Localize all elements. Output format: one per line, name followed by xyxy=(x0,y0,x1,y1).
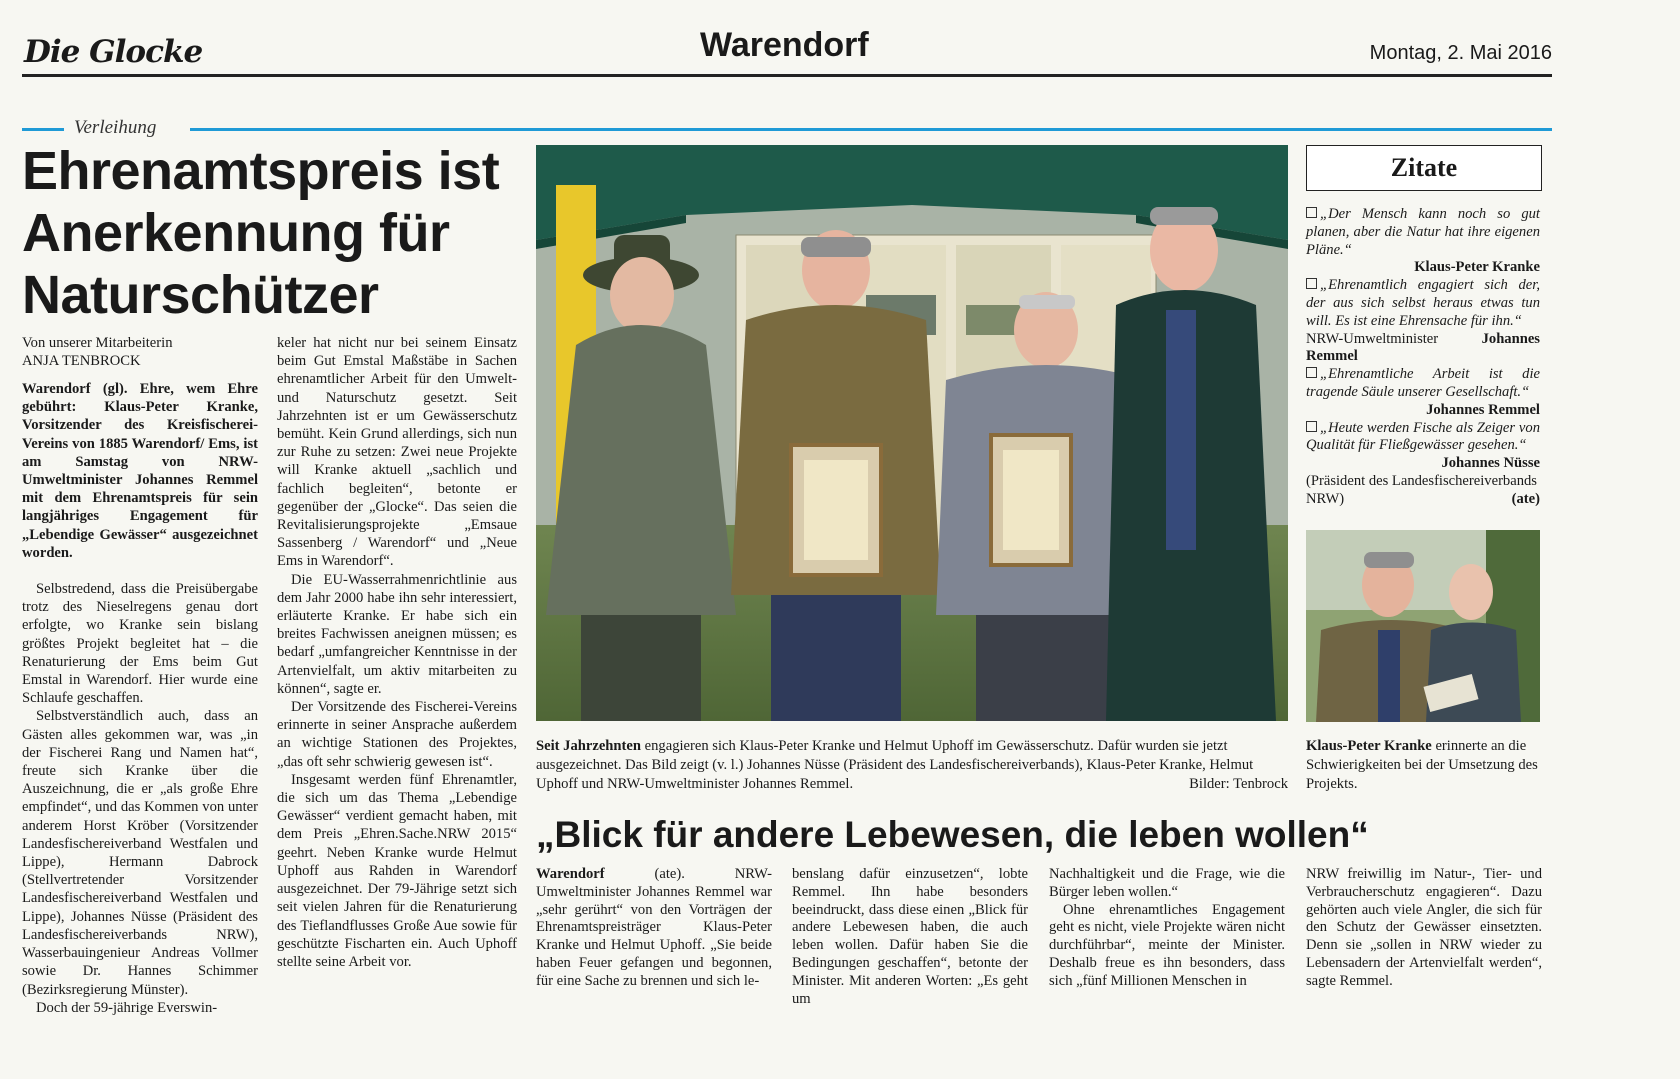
side-caption-text: erinnerte an die Schwierigkeiten bei der Umsetzung des Projekts. xyxy=(1306,738,1538,792)
quote-item: „Heute werden Fische als Zeiger von Qualität für Fließgewässer gesehen.“ xyxy=(1306,419,1540,454)
photo-credit: Bilder: Tenbrock xyxy=(1189,776,1288,792)
paragraph: benslang dafür einzusetzen“, lobte Remmel. Ihn habe besonders beeindruckt, dass diese einen „Blick für andere Lebewesen haben, die auch leben wollen. Dafür haben Sie die Bedingungen geschaffen“, betonte der Minister. Mit anderen Worten: „Es geht um xyxy=(792,866,1028,1007)
paragraph: Selbstverständlich auch, dass an Gästen alles gekommen war, was „in der Fischerei Rang und Namen hat“, freute sich Kranke über die Auszeichnung, die er „als große Ehre empfindet“, und das Kommen von unter anderem Horst Kröber (Vorsitzender Landesfischereiverband Westfalen und Lippe), Hermann Dabrock (Stellvertretender Vorsitzender Landesfischereiverband Westfalen und Lippe), Johannes Nüsse (Präsident des Landesfischereiverbands NRW), Wasserbauingenieur Andreas Vollmer sowie Dr. Hannes Schimmer (Bezirksregierung Münster). xyxy=(22,708,258,998)
paragraph: Der Vorsitzende des Fischerei-Vereins erinnerte in seiner Ansprache außerdem an wichtige Stationen des Projektes, „das oft sehr schwierig gewesen ist“. xyxy=(277,699,517,770)
checkbox-icon xyxy=(1306,278,1317,289)
kicker: Verleihung xyxy=(74,117,157,138)
main-photo xyxy=(536,145,1288,721)
quote-author: NRW-Umweltminister Johannes Remmel xyxy=(1306,330,1540,365)
caption-text: engagieren sich Klaus-Peter Kranke und Helmut Uphoff im Gewässerschutz. Dafür wurden sie jetzt ausgezeichnet. Das Bild zeigt (v. l.) Johannes Nüsse (Präsident des Landesfischereiverbands), Klaus-Peter Kranke, Helmut Uphoff und NRW-Umweltminister Johannes Remmel. xyxy=(536,738,1254,792)
paragraph: NRW freiwillig im Natur-, Tier- und Verbraucherschutz engagieren“. Dazu gehörten auch viele Angler, die sich für den Schutz der Gewässer einsetzten. Denn sie „sollen in NRW wieder zu Lebensadern der Artenvielfalt werden“, sagte Remmel. xyxy=(1306,866,1542,989)
quote-author: Johannes Remmel xyxy=(1426,401,1540,418)
byline xyxy=(22,334,173,370)
paragraph: Insgesamt werden fünf Ehrenamtler, die sich um das Thema „Lebendige Gewässer“ verdient gemacht haben, mit dem Preis „Ehren.Sache.NRW 2015“ geehrt. Neben Kranke wurde Helmut Uphoff aus Rahden in Warendorf ausgezeichnet. Der 79-Jährige setzt sich seit vielen Jahren für die Renaturierung des Tieflandflusses Große Aue sowie für geschützte Fischarten ein. Auch Uphoff stellte seine Arbeit vor. xyxy=(277,771,517,970)
kranke-speaking-photo xyxy=(1306,530,1540,722)
second-column-1 xyxy=(536,866,772,991)
section-city: Warendorf xyxy=(700,26,869,64)
paragraph: Selbstredend, dass die Preisübergabe trotz des Nieselregens genau dort erfolgte, wo Kranke sein bislang größtes Projekt begleitet hat – die Renaturierung der Ems beim Gut Emstal in Warendorf. Hier wurde eine Schlaufe geschaffen. xyxy=(22,581,258,707)
second-column-3 xyxy=(1049,866,1285,991)
second-headline: „Blick für andere Lebewesen, die leben wollen“ xyxy=(536,814,1369,855)
checkbox-icon xyxy=(1306,207,1317,218)
article-column-1 xyxy=(22,380,258,1017)
checkbox-icon xyxy=(1306,421,1317,432)
quote-author: Johannes Nüsse xyxy=(1441,455,1540,472)
article-headline: Ehrenamtspreis ist Anerkennung für Naturschützer xyxy=(22,141,500,325)
award-ceremony-photo xyxy=(536,145,1288,721)
paragraph: Die EU-Wasserrahmenrichtlinie aus dem Jahr 2000 habe ihn sehr interessiert, erläuterte Kranke. Er habe sich ein breites Fachwissen aneignen müssen; es bedarf „umfangreicher Kenntnisse in der Artenvielfalt, um aktiv mitarbeiten zu können“, sagte er. xyxy=(277,571,517,697)
quotes-title: Zitate xyxy=(1390,153,1458,182)
second-column-2 xyxy=(792,866,1028,1008)
byline-author: ANJA TENBROCK xyxy=(22,353,141,369)
quotes-box-header xyxy=(1306,145,1542,191)
checkbox-icon xyxy=(1306,367,1317,378)
side-photo xyxy=(1306,530,1540,722)
issue-date: Montag, 2. Mai 2016 xyxy=(1369,42,1552,64)
top-rule xyxy=(22,74,1552,77)
second-column-4 xyxy=(1306,866,1542,991)
paragraph: Nachhaltigkeit und die Frage, wie die Bürger leben wollen.“ xyxy=(1049,866,1285,900)
paragraph: keler hat nicht nur bei seinem Einsatz beim Gut Emstal Maßstäbe in Sachen ehrenamtlicher Arbeit für den Umwelt- und Naturschutz gesetzt. Seit Jahrzehnten ist er um Gewässerschutz bemüht. Kein Grund allerdings, sich nun zur Ruhe zu setzen: Zwei neue Projekte will Kranke aktuell „sachlich und fachlich begleiten“, betonte er gegenüber der „Glocke“. Das seien die Revitalisierungsprojekte „Emsaue Sassenberg / Warendorf“ und „Neue Ems in Warendorf“. xyxy=(277,335,517,570)
quote-author: Klaus-Peter Kranke xyxy=(1414,259,1540,276)
quote-item: „Ehrenamtlich engagiert sich der, der aus sich selbst heraus etwas tun will. Es ist eine Ehrensache für ihn.“ xyxy=(1306,277,1540,329)
quotes-list xyxy=(1306,206,1540,509)
article-column-2 xyxy=(277,334,517,971)
photo-caption xyxy=(536,737,1288,794)
kicker-rule-right xyxy=(190,128,1552,131)
paragraph: Doch der 59-jährige Everswin- xyxy=(36,999,218,1016)
dateline: Warendorf xyxy=(536,866,605,882)
side-photo-caption xyxy=(1306,737,1540,794)
quote-item: „Der Mensch kann noch so gut planen, aber die Natur hat ihre eigenen Pläne.“ xyxy=(1306,206,1540,258)
kicker-rule-left xyxy=(22,128,64,131)
side-caption-lead: Klaus-Peter Kranke xyxy=(1306,738,1432,754)
caption-lead: Seit Jahrzehnten xyxy=(536,738,641,754)
quote-author-role: (Präsident des Landesfischereiverbands NRW) (ate) xyxy=(1306,472,1540,507)
byline-line-1: Von unserer Mitarbeiterin xyxy=(22,335,173,351)
lead-paragraph: Warendorf (gl). Ehre, wem Ehre gebührt: Klaus-Peter Kranke, Vorsitzender des Kreisfischerei-Vereins von 1885 Warendorf/ Ems, ist am Samstag von NRW-Umweltminister Johannes Remmel mit dem Ehrenamtspreis für sein langjähriges Engagement für „Lebendige Gewässer“ ausgezeichnet worden. xyxy=(22,381,258,561)
paragraph: Ohne ehrenamtliches Engagement geht es nicht, viele Projekte wären nicht durchführbar“, meinte der Minister. Deshalb freue es ihn besonders, dass sich „fünf Millionen Menschen in xyxy=(1049,901,1285,989)
quote-item: „Ehrenamtliche Arbeit ist die tragende Säule unserer Gesellschaft.“ xyxy=(1306,366,1540,400)
newspaper-logo: Die Glocke xyxy=(24,34,203,70)
paragraph: Warendorf (ate). NRW-Umweltminister Johannes Remmel war „sehr gerührt“ von den Vorträgen der Ehrenamtspreisträger Klaus-Peter Kranke und Helmut Uphoff. „Sie beide haben Feuer gefangen und begonnen, für eine Sache zu brennen und sich le- xyxy=(536,866,772,989)
